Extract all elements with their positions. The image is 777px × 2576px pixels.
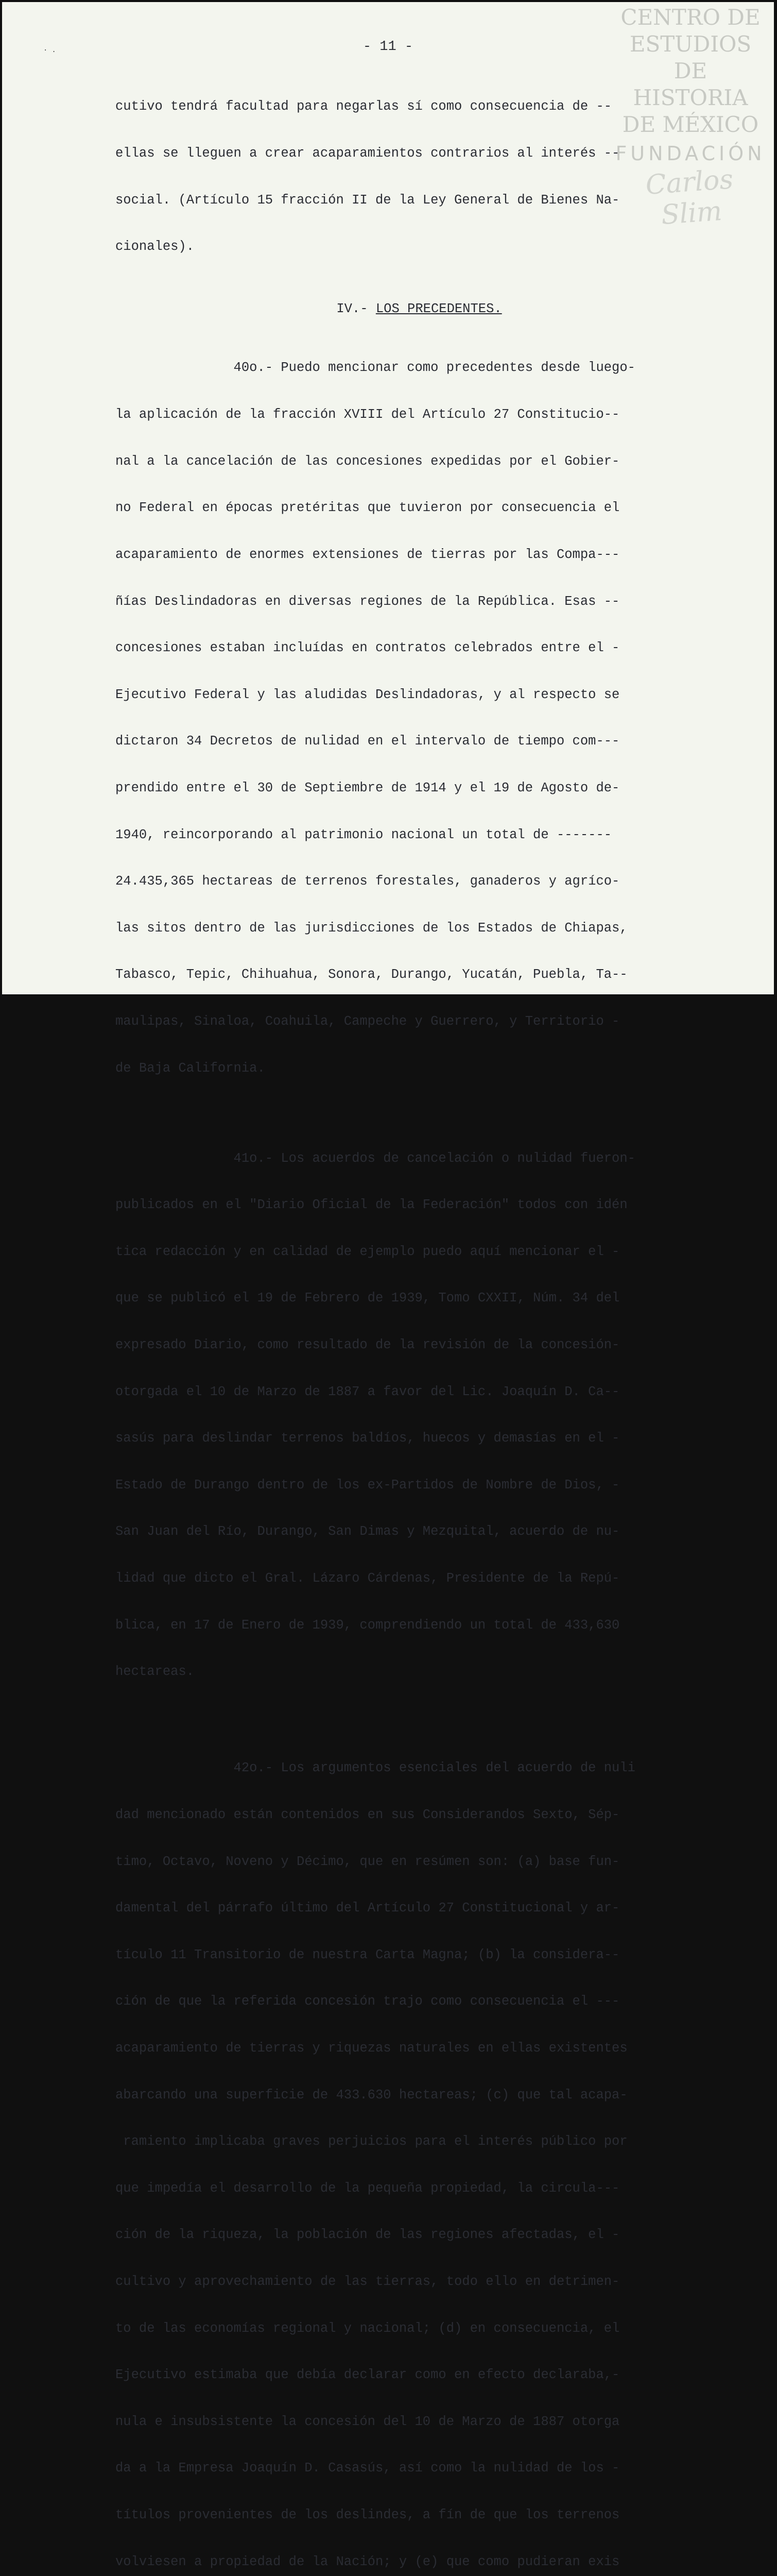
text-line: nal a la cancelación de las concesiones expedidas por el Gobier-	[115, 453, 620, 469]
text-line: Ejecutivo Federal y las aludidas Deslindadoras, y al respecto se	[115, 687, 620, 702]
watermark-line-4: DE MÉXICO	[622, 112, 759, 137]
text-line: otorgada el 10 de Marzo de 1887 a favor del Lic. Joaquín D. Ca--	[115, 1384, 620, 1399]
watermark-signature: Carlos Slim	[644, 164, 734, 231]
text-line: ellas se lleguen a crear acaparamientos contrarios al interés --	[115, 146, 620, 161]
text-line: 24.435,365 hectareas de terrenos forestales, ganaderos y agríco-	[115, 874, 620, 889]
text-line: publicados en el "Diario Oficial de la Federación" todos con idén	[115, 1197, 628, 1213]
text-line: social. (Artículo 15 fracción II de la Ley General de Bienes Na-	[115, 192, 620, 208]
text-line: maulipas, Sinaloa, Coahuila, Campeche y Guerrero, y Territorio -	[115, 1013, 620, 1029]
paragraph-42	[115, 1730, 723, 2576]
text-line: 40o.- Puedo mencionar como precedentes desde luego-	[115, 360, 635, 376]
text-line: expresado Diario, como resultado de la revisión de la concesión-	[115, 1337, 620, 1353]
paragraph-40	[115, 329, 723, 1107]
text-line: acaparamiento de tierras y riquezas naturales en ellas existentes	[115, 2040, 628, 2056]
document-body	[115, 68, 723, 2576]
text-line: lidad que dicto el Gral. Lázaro Cárdenas, Presidente de la Repú-	[115, 1571, 620, 1586]
text-line: tica redacción y en calidad de ejemplo puedo aquí mencionar el -	[115, 1244, 620, 1259]
text-line: cionales).	[115, 239, 195, 255]
text-line: dictaron 34 Decretos de nulidad en el intervalo de tiempo com---	[115, 734, 620, 749]
text-line: Ejecutivo estimaba que debía declarar como en efecto declaraba,-	[115, 2367, 620, 2383]
text-line: cutivo tendrá facultad para negarlas sí como consecuencia de --	[115, 99, 612, 114]
page-number: - 11 -	[362, 39, 413, 55]
paragraph-41	[115, 1120, 723, 1711]
document-page	[2, 2, 774, 2569]
text-line: ñías Deslindadoras en diversas regiones de la República. Esas --	[115, 594, 620, 609]
text-line: abarcando una superficie de 433.630 hectareas; (c) que tal acapa-	[115, 2087, 628, 2103]
text-line: volviesen a propiedad de la Nación; y (e) que como pudieran exis	[115, 2554, 620, 2569]
text-line: da a la Empresa Joaquín D. Casasús, así como la nulidad de los -	[115, 2461, 620, 2476]
text-line: damental del párrafo último del Artículo 27 Constitucional y ar-	[115, 1901, 620, 1916]
scan-specks-icon: ·.	[43, 46, 60, 55]
text-line: timo, Octavo, Noveno y Décimo, que en resúmen son: (a) base fun-	[115, 1854, 620, 1869]
intro-paragraph	[115, 68, 723, 286]
text-line: no Federal en épocas pretéritas que tuvieron por consecuencia el	[115, 500, 620, 516]
text-line: to de las economías regional y nacional; (d) en consecuencia, el	[115, 2320, 620, 2336]
text-line: cultivo y aprovechamiento de las tierras, todo ello en detrimen-	[115, 2274, 620, 2290]
text-line: Tabasco, Tepic, Chihuahua, Sonora, Durango, Yucatán, Puebla, Ta--	[115, 967, 628, 982]
text-line: 1940, reincorporando al patrimonio nacional un total de -------	[115, 827, 612, 842]
text-line: que se publicó el 19 de Febrero de 1939, Tomo CXXII, Núm. 34 del	[115, 1291, 620, 1306]
text-line: que impedía el desarrollo de la pequeña propiedad, la circula---	[115, 2180, 620, 2196]
text-line: acaparamiento de enormes extensiones de tierras por las Compa---	[115, 547, 620, 562]
section-number: IV.-	[336, 301, 368, 316]
text-line: la aplicación de la fracción XVIII del Artículo 27 Constitucio--	[115, 407, 620, 422]
watermark-line-5: FUNDACIÓN	[615, 142, 766, 165]
text-line: ción de que la referida concesión trajo como consecuencia el ---	[115, 1994, 620, 2009]
section-title: LOS PRECEDENTES.	[375, 301, 502, 316]
watermark-line-1: CENTRO DE	[620, 5, 761, 30]
text-line: sasús para deslindar terrenos baldíos, huecos y demasías en el -	[115, 1431, 620, 1446]
text-line: tículo 11 Transitorio de nuestra Carta Magna; (b) la considera--	[115, 1947, 620, 1962]
text-line: prendido entre el 30 de Septiembre de 1914 y el 19 de Agosto de-	[115, 780, 620, 795]
text-line: títulos provenientes de los deslindes, a fín de que los terrenos	[115, 2507, 620, 2523]
watermark-line-2: ESTUDIOS	[629, 31, 752, 57]
text-line: Estado de Durango dentro de los ex-Partidos de Nombre de Dios, -	[115, 1477, 620, 1493]
text-line: 41o.- Los acuerdos de cancelación o nulidad fueron-	[115, 1150, 635, 1166]
text-line: nula e insubsistente la concesión del 10 de Marzo de 1887 otorga	[115, 2414, 620, 2429]
text-line: ramiento implicaba graves perjuicios para el interés público por	[115, 2134, 628, 2149]
text-line: 42o.- Los argumentos esenciales del acuerdo de nuli	[115, 1760, 635, 1776]
text-line: dad mencionado están contenidos en sus Considerandos Sexto, Sép-	[115, 1807, 620, 1822]
watermark-line-3: DE HISTORIA	[633, 58, 748, 110]
text-line: hectareas.	[115, 1664, 195, 1680]
text-line: las sitos dentro de las jurisdicciones de los Estados de Chiapas,	[115, 920, 628, 936]
text-line: concesiones estaban incluídas en contratos celebrados entre el -	[115, 640, 620, 656]
text-line: blica, en 17 de Enero de 1939, comprendiendo un total de 433,630	[115, 1617, 620, 1633]
text-line: San Juan del Río, Durango, San Dimas y Mezquital, acuerdo de nu-	[115, 1524, 620, 1539]
text-line: de Baja California.	[115, 1060, 265, 1076]
text-line: ción de la riqueza, la población de las regiones afectadas, el -	[115, 2227, 620, 2243]
section-heading	[115, 301, 723, 317]
